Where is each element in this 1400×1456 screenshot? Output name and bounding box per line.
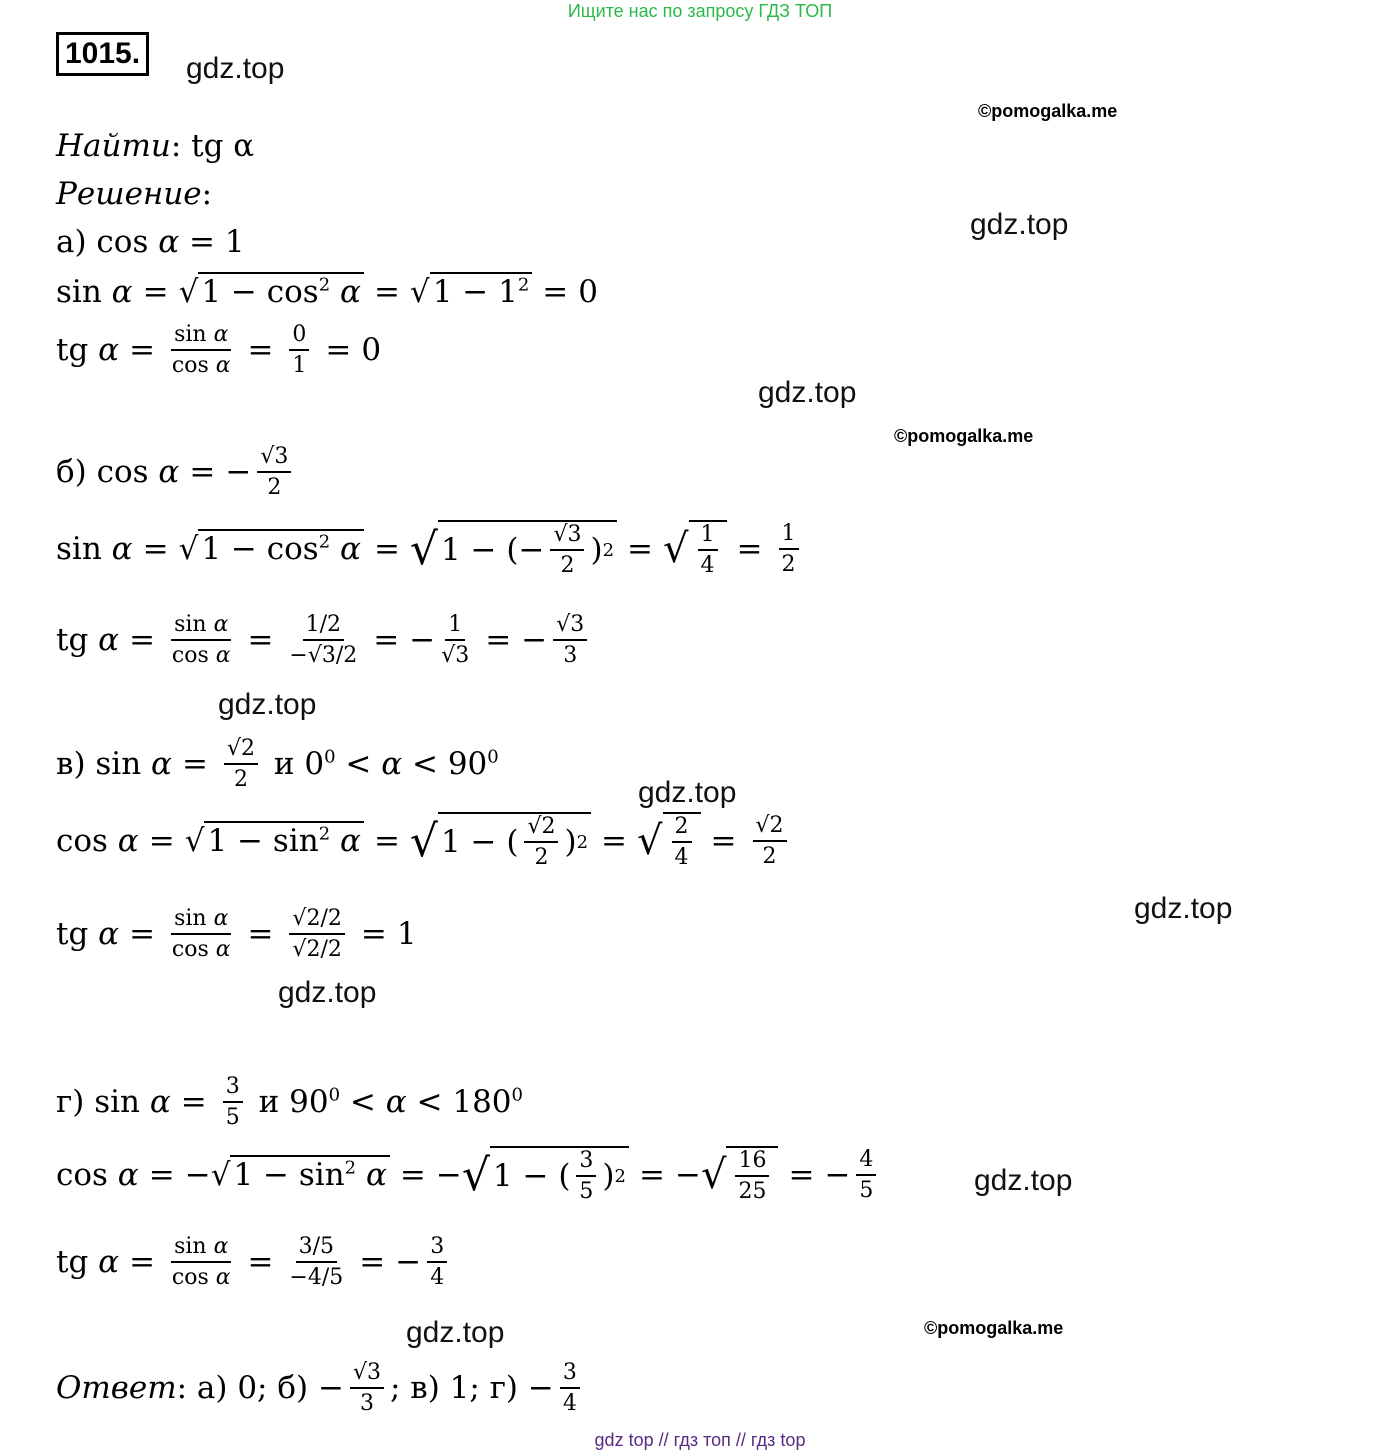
part-b-given: б) cos α = − $\frac{√3}{2}$ — [56, 444, 297, 501]
part-g-cos: $\cos \alpha = -√1 - \sin^2 \alpha$ = − √ 1 − ( $\frac{3}{5}$ ) 2 = − √ $\frac{16}{25}$ = − $\frac{4}{5}$ — [56, 1146, 882, 1205]
part-g-given: г) sin α = $\frac{3}{5}$ и $90^0 < \alpha < 180^0$ — [56, 1074, 523, 1131]
watermark: gdz.top — [974, 1164, 1073, 1197]
top-banner[interactable]: Ищите нас по запросу ГДЗ ТОП — [567, 1, 833, 21]
watermark: gdz.top — [278, 976, 377, 1009]
watermark: gdz.top — [970, 208, 1069, 241]
part-v-given: в) sin α = $\frac{√2}{2}$ и $0^0 < \alpha < 90^0$ — [56, 736, 499, 793]
find-line: Найти : tg α — [56, 128, 255, 164]
part-v-cos: $\cos \alpha = √1 - \sin^2 \alpha$ = √ 1 − ( $\frac{√2}{2}$ ) 2 = √ $\frac{2}{4}$ = $\frac{√2}{2}$ — [56, 812, 793, 871]
watermark: gdz.top — [758, 376, 857, 409]
find-expr: tg α — [191, 128, 255, 164]
part-b-tg: tg α = $\frac{\text{sin α}}{\text{cos α}}$ = $\frac{1/2}{-√3/2}$ = − $\frac{1}{√3}$ = − $\frac{√3}{3}$ — [56, 612, 593, 669]
watermark: gdz.top — [638, 776, 737, 809]
part-a-sin: $\sin \alpha = √1 - \cos^2 \alpha = √1 - 1^2 = 0$ — [56, 274, 598, 310]
part-b-sin: $\sin \alpha = √1 - \cos^2 \alpha$ = √ 1 − (− $\frac{√3}{2}$ ) 2 = √ $\frac{1}{4}$ = $\frac{1}{2}$ — [56, 520, 805, 579]
answer-line: Ответ : а) 0; б) − $\frac{√3}{3}$ ; в) 1; г) − $\frac{3}{4}$ — [56, 1360, 586, 1417]
part-g-tg: tg α = $\frac{\text{sin α}}{\text{cos α}}$ = $\frac{3/5}{-4/5}$ = − $\frac{3}{4}$ — [56, 1234, 453, 1291]
part-a-given: а) cos α = 1 — [56, 224, 245, 260]
watermark: gdz.top — [406, 1316, 505, 1349]
copyright-mark: ©pomogalka.me — [924, 1318, 1064, 1338]
solution-label: Решение — [56, 176, 202, 212]
watermark: gdz.top — [218, 688, 317, 721]
part-a-tg: tg α = $\frac{\text{sin α}}{\text{cos α}}$ = $\frac{0}{1}$ = 0 — [56, 322, 382, 379]
part-v-tg: tg α = $\frac{\text{sin α}}{\text{cos α}}$ = $\frac{√2/2}{√2/2}$ = 1 — [56, 906, 417, 963]
problem-number: 1015. — [56, 32, 149, 76]
copyright-mark: ©pomogalka.me — [894, 426, 1034, 446]
copyright-mark: ©pomogalka.me — [978, 101, 1118, 121]
find-label: Найти — [56, 128, 171, 164]
watermark: gdz.top — [186, 52, 285, 85]
bottom-banner[interactable]: gdz top // гдз топ // гдз top — [594, 1430, 806, 1450]
answer-label: Ответ — [56, 1370, 177, 1407]
watermark: gdz.top — [1134, 892, 1233, 925]
solution-line: Решение : — [56, 176, 213, 212]
